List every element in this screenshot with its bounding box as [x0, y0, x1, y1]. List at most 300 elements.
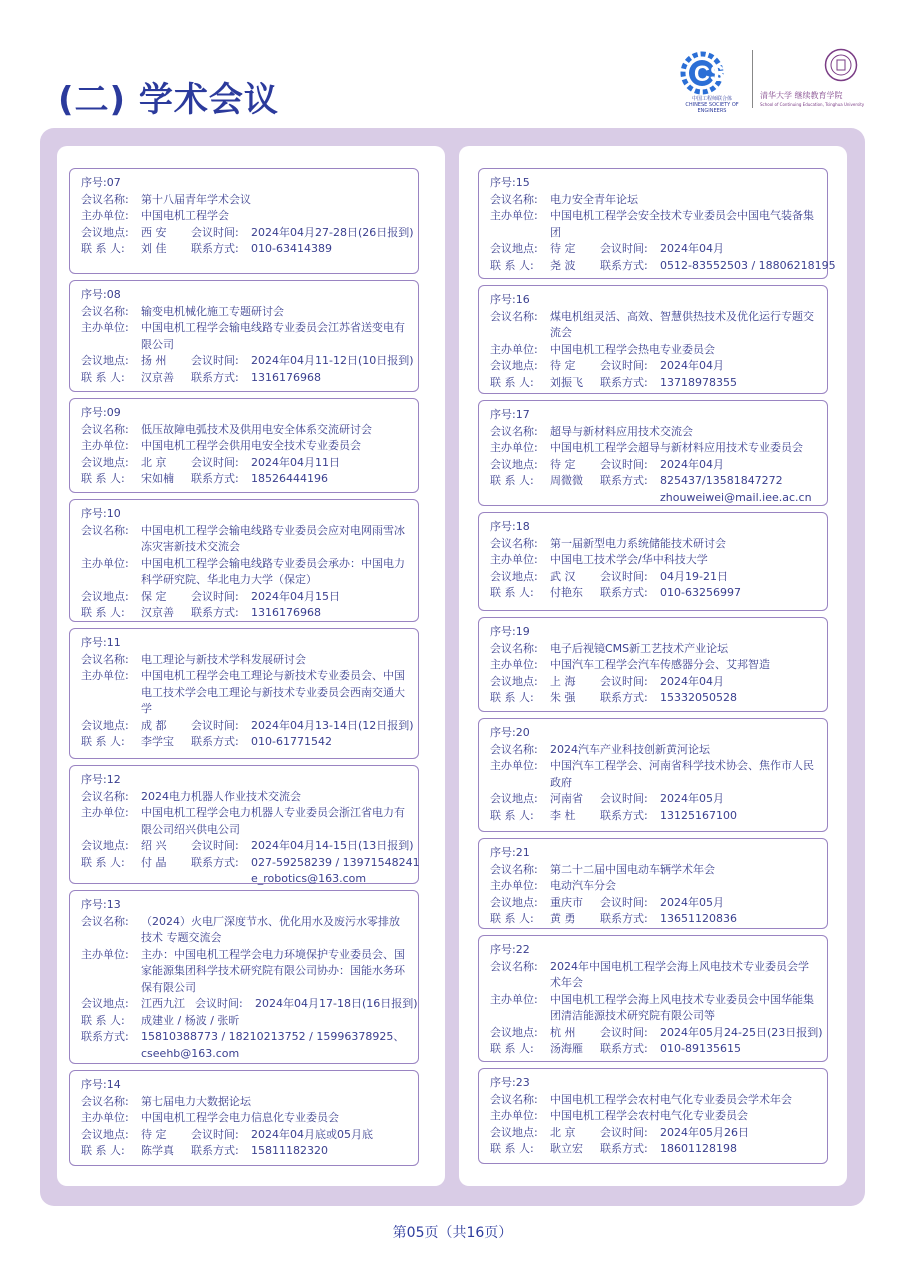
meeting-place: 待 定 — [141, 1127, 167, 1141]
seq-row — [81, 1077, 410, 1094]
meeting-name: 2024年中国电机工程学会海上风电技术专业委员会学术年会 — [550, 959, 809, 989]
place-label: 会议地点: — [490, 359, 538, 372]
meeting-host: 中国汽车工程学会、河南省科学技术协会、焦作市人民政府 — [550, 759, 814, 789]
seq-label: 序号: — [490, 846, 516, 859]
method-label: 联系方式: — [191, 735, 239, 748]
host-label: 主办单位: — [81, 556, 129, 570]
place-label: 会议地点: — [490, 674, 538, 688]
name-label: 会议名称: — [81, 304, 129, 318]
contact-row — [81, 855, 420, 872]
place-label: 会议地点: — [81, 718, 129, 732]
meeting-name: 第十八届青年学术会议 — [141, 192, 251, 206]
meeting-host: 中国电机工程学会输电线路专业委员会承办：中国电力科学研究院、华北电力大学（保定） — [141, 556, 405, 586]
time-pair — [600, 241, 819, 258]
host-label: 主办单位: — [81, 806, 129, 819]
contact-pair — [490, 585, 590, 602]
method-label: 联系方式: — [600, 1142, 648, 1155]
meeting-time: 2024年05月26日 — [660, 1125, 749, 1139]
name-label: 会议名称: — [490, 641, 538, 655]
place-time-row — [81, 838, 414, 855]
host-label: 主办单位: — [81, 1111, 129, 1124]
contact-pair — [490, 1041, 590, 1058]
meeting-contact: 朱 强 — [550, 691, 576, 704]
contact-pair — [81, 370, 181, 387]
meeting-method: 13651120836 — [660, 912, 737, 925]
meeting-card — [478, 1068, 828, 1164]
seq-row — [490, 942, 819, 959]
method-pair — [600, 911, 819, 928]
tsinghua-logo-text: 清华大学 继续教育学院 — [760, 91, 843, 100]
place-time-row — [81, 718, 414, 735]
seq-label: 序号: — [490, 943, 516, 956]
seq-row — [81, 287, 410, 304]
meeting-name: （2024）火电厂深度节水、优化用水及废污水零排放技术 专题交流会 — [141, 914, 400, 944]
seq-label: 序号: — [490, 625, 516, 638]
time-pair — [600, 895, 819, 912]
host-label: 主办单位: — [490, 209, 538, 222]
place-time-row — [81, 1127, 410, 1144]
method-pair — [191, 370, 410, 387]
meeting-method: 010-63414389 — [251, 242, 332, 255]
host-label: 主办单位: — [490, 658, 538, 671]
method-label: 联系方式: — [600, 912, 648, 925]
time-pair — [600, 1125, 819, 1142]
page-title: (二) 学术会议 — [58, 80, 279, 120]
place-time-row — [81, 225, 414, 242]
seq-label: 序号: — [81, 507, 107, 520]
name-label: 会议名称: — [81, 914, 129, 928]
meeting-card — [69, 398, 419, 493]
time-pair — [191, 838, 414, 855]
meeting-contact: 宋如楠 — [141, 472, 174, 485]
meeting-method: 13125167100 — [660, 808, 737, 822]
host-label: 主办单位: — [490, 441, 538, 454]
place-label: 会议地点: — [490, 1125, 538, 1139]
method-label: 联系方式: — [600, 1042, 648, 1055]
method-label: 联系方式: — [600, 586, 648, 599]
host-row — [490, 992, 819, 1025]
meeting-card — [69, 890, 419, 1064]
method-label: 联系方式: — [191, 855, 239, 869]
seq-label: 序号: — [81, 1078, 107, 1091]
host-row — [81, 947, 410, 997]
name-row — [490, 424, 819, 441]
time-pair — [600, 1025, 823, 1042]
place-time-row — [490, 895, 819, 912]
meeting-host: 中国电机工程学会电工理论与新技术专业委员会、中国电工技术学会电工理论与新技术专业委员会西南交通大学 — [141, 669, 405, 715]
place-label: 会议地点: — [490, 569, 538, 583]
seq-row — [81, 897, 410, 914]
name-label: 会议名称: — [490, 309, 538, 323]
meeting-host: 中国电机工程学会农村电气化专业委员会 — [550, 1109, 748, 1122]
method-pair — [191, 471, 410, 488]
host-row — [81, 1110, 410, 1127]
place-time-row — [81, 455, 410, 472]
time-label: 会议时间: — [600, 457, 648, 471]
contact-label: 联 系 人: — [81, 242, 125, 255]
meeting-place: 北 京 — [141, 455, 167, 469]
meeting-host: 中国电机工程学会超导与新材料应用技术专业委员会 — [550, 441, 803, 454]
time-pair — [600, 457, 819, 474]
name-row — [490, 536, 819, 553]
contact-pair — [81, 241, 181, 258]
meeting-card — [478, 285, 828, 394]
name-row — [490, 959, 819, 992]
name-label: 会议名称: — [81, 523, 129, 537]
contact-row — [490, 1141, 819, 1158]
contact-pair — [81, 605, 181, 622]
meeting-time: 2024年05月24-25日(23日报到) — [660, 1025, 823, 1039]
meeting-method: 13718978355 — [660, 375, 737, 389]
meeting-time: 2024年04月15日 — [251, 589, 340, 603]
meeting-host: 中国电机工程学会海上风电技术专业委员会中国华能集团清洁能源技术研究院有限公司等 — [550, 992, 814, 1022]
meeting-name: 电力安全青年论坛 — [550, 192, 638, 206]
host-label: 主办单位: — [81, 209, 129, 222]
meeting-method: 18526444196 — [251, 472, 328, 485]
name-label: 会议名称: — [81, 422, 129, 436]
meeting-card — [69, 280, 419, 392]
seq-row — [81, 635, 410, 652]
contact-label: 联 系 人: — [81, 606, 125, 619]
seq-label: 序号: — [490, 176, 516, 189]
host-label: 主办单位: — [490, 553, 538, 566]
meeting-place: 江西九江 — [141, 997, 185, 1010]
meeting-host: 中国电机工程学会供用电安全技术专业委员会 — [141, 439, 361, 452]
seq-row — [81, 772, 410, 789]
cse-logo-icon — [680, 50, 744, 96]
meeting-place: 保 定 — [141, 589, 167, 603]
contact-row — [81, 734, 410, 751]
host-label: 主办单位: — [490, 1109, 538, 1122]
name-row — [81, 789, 410, 806]
seq-label: 序号: — [81, 636, 107, 649]
place-time-row — [490, 457, 819, 474]
place-label: 会议地点: — [81, 1127, 129, 1141]
meeting-place: 武 汉 — [550, 569, 576, 583]
seq-value: 08 — [106, 288, 121, 301]
place-pair — [490, 457, 590, 474]
tsinghua-seal-icon — [824, 48, 858, 82]
meeting-method: 1316176968 — [251, 606, 321, 619]
place-time-row — [490, 1125, 819, 1142]
seq-row — [81, 405, 410, 422]
meeting-name: 电工理论与新技术学科发展研讨会 — [141, 652, 306, 666]
meeting-method: 027-59258239 / 13971548241 — [251, 855, 420, 869]
name-label: 会议名称: — [490, 424, 538, 438]
contact-label: 联 系 人: — [81, 1144, 125, 1157]
seq-value: 09 — [106, 406, 121, 419]
contact-label: 联 系 人: — [490, 912, 534, 925]
meeting-method: 1316176968 — [251, 370, 321, 384]
method-label: 联系方式: — [600, 375, 648, 389]
place-label: 会议地点: — [81, 839, 129, 852]
contact-pair — [81, 855, 181, 872]
contact-label: 联 系 人: — [81, 370, 125, 384]
name-row — [490, 862, 819, 879]
time-label: 会议时间: — [191, 1127, 239, 1141]
time-label: 会议时间: — [191, 455, 239, 469]
place-label: 会议地点: — [490, 1025, 538, 1039]
time-pair — [191, 353, 414, 370]
contact-row — [490, 258, 836, 275]
contact-pair — [81, 1143, 181, 1160]
host-row — [81, 556, 410, 589]
name-row — [490, 309, 819, 342]
meeting-method: 15811182320 — [251, 1144, 328, 1157]
meeting-place: 河南省 — [550, 792, 583, 805]
meeting-time: 2024年04月 — [660, 674, 724, 688]
meeting-host: 中国电机工程学会热电专业委员会 — [550, 342, 715, 356]
time-label: 会议时间: — [191, 589, 239, 603]
seq-row — [490, 1075, 819, 1092]
place-label: 会议地点: — [81, 997, 129, 1010]
meeting-contact: 黄 勇 — [550, 912, 576, 925]
time-label: 会议时间: — [191, 354, 239, 367]
contact-label: 联 系 人: — [490, 375, 534, 389]
meeting-host: 中国电机工程学会电力机器人专业委员会浙江省电力有限公司绍兴供电公司 — [141, 806, 405, 836]
meeting-time: 2024年04月11-12日(10日报到) — [251, 354, 414, 367]
contact-label: 联 系 人: — [490, 691, 534, 704]
host-row — [490, 657, 819, 674]
meeting-name: 第七届电力大数据论坛 — [141, 1094, 251, 1108]
time-pair — [191, 1127, 410, 1144]
time-pair — [600, 569, 819, 586]
contact-row — [490, 473, 819, 490]
host-row — [490, 878, 819, 895]
place-label: 会议地点: — [81, 354, 129, 367]
host-label: 主办单位: — [490, 879, 538, 892]
contact-label: 联 系 人: — [81, 1013, 125, 1027]
place-time-row — [81, 996, 418, 1013]
name-row — [490, 192, 819, 209]
meeting-time: 2024年04月 — [660, 457, 724, 471]
name-label: 会议名称: — [490, 862, 538, 876]
page-number: 第05页（共16页） — [392, 1225, 513, 1241]
host-label: 主办单位: — [490, 342, 538, 356]
name-row — [81, 523, 410, 556]
contact-label: 联 系 人: — [81, 855, 125, 869]
seq-row — [490, 845, 819, 862]
name-row — [81, 914, 410, 947]
meeting-contact: 刘 佳 — [141, 242, 167, 255]
meeting-host: 中国电机工程学会 — [141, 209, 229, 222]
seq-value: 18 — [515, 520, 530, 533]
seq-label: 序号: — [490, 408, 516, 421]
contact-row — [81, 241, 410, 258]
place-pair — [490, 674, 590, 691]
meeting-name: 第二十二届中国电动车辆学术年会 — [550, 862, 715, 876]
time-pair — [600, 791, 819, 808]
contact-pair — [490, 808, 590, 825]
time-label: 会议时间: — [191, 839, 239, 852]
method-label: 联系方式: — [600, 258, 648, 272]
meeting-method: 15810388773 / 18210213752 / 15996378925、cseehb@163.com — [141, 1030, 405, 1060]
host-row — [81, 208, 410, 225]
meeting-card — [478, 838, 828, 929]
meeting-email: zhouweiwei@mail.iee.ac.cn — [660, 490, 812, 504]
place-time-row — [490, 569, 819, 586]
meeting-time: 2024年04月14-15日(13日报到) — [251, 839, 414, 852]
seq-row — [490, 519, 819, 536]
name-label: 会议名称: — [81, 1094, 129, 1108]
seq-value: 20 — [515, 726, 530, 739]
place-pair — [81, 718, 181, 735]
seq-row — [490, 407, 819, 424]
meeting-email: e_robotics@163.com — [251, 872, 367, 885]
meeting-contact: 成建业 / 杨波 / 张昕 — [141, 1013, 240, 1027]
meeting-method: 0512-83552503 / 18806218195 — [660, 258, 836, 272]
meeting-place: 上 海 — [550, 674, 576, 688]
time-pair — [600, 674, 819, 691]
place-label: 会议地点: — [490, 242, 538, 255]
place-label: 会议地点: — [81, 589, 129, 603]
meeting-contact: 尧 波 — [550, 258, 576, 272]
place-time-row — [490, 674, 819, 691]
meeting-name: 输变电机械化施工专题研讨会 — [141, 304, 284, 318]
seq-value: 14 — [106, 1078, 121, 1091]
seq-row — [490, 175, 819, 192]
meeting-host: 中国电机工程学会电力信息化专业委员会 — [141, 1111, 339, 1124]
meeting-contact: 汉京善 — [141, 370, 174, 384]
meeting-place: 待 定 — [550, 457, 576, 471]
meeting-contact: 周微微 — [550, 474, 583, 487]
place-pair — [81, 838, 181, 855]
method-pair — [600, 375, 819, 392]
method-label: 联系方式: — [600, 691, 648, 704]
time-label: 会议时间: — [600, 1025, 648, 1039]
meeting-time: 2024年04月底或05月底 — [251, 1127, 373, 1141]
meeting-card — [478, 935, 828, 1062]
meeting-place: 重庆市 — [550, 895, 583, 909]
cse-mark: CSE — [694, 61, 740, 86]
method-pair — [600, 690, 819, 707]
meeting-time: 2024年04月 — [660, 359, 724, 372]
method-label: 联系方式: — [191, 606, 239, 619]
host-label: 主办单位: — [81, 947, 129, 961]
contact-label: 联 系 人: — [81, 735, 125, 748]
time-label: 会议时间: — [600, 895, 648, 909]
meeting-time: 2024年05月 — [660, 792, 724, 805]
host-row — [490, 342, 819, 359]
method-pair — [191, 241, 410, 258]
time-pair — [191, 589, 410, 606]
name-label: 会议名称: — [490, 742, 538, 756]
seq-value: 07 — [106, 176, 121, 189]
place-label: 会议地点: — [81, 225, 129, 239]
name-row — [81, 1094, 410, 1111]
place-pair — [490, 895, 590, 912]
meeting-method: 010-61771542 — [251, 735, 332, 748]
time-pair — [195, 996, 418, 1013]
method-pair — [600, 585, 819, 602]
meeting-place: 绍 兴 — [141, 839, 167, 852]
meeting-card — [478, 718, 828, 832]
meeting-time: 2024年05月 — [660, 895, 724, 909]
name-row — [81, 192, 410, 209]
meeting-contact: 陈学真 — [141, 1144, 174, 1157]
seq-label: 序号: — [490, 726, 516, 739]
seq-label: 序号: — [81, 288, 107, 301]
method-label: 联系方式: — [191, 242, 239, 255]
place-time-row — [490, 241, 819, 258]
host-label: 主办单位: — [81, 669, 129, 682]
method-pair — [600, 473, 819, 490]
contact-pair — [490, 258, 590, 275]
seq-value: 23 — [515, 1076, 530, 1089]
time-label: 会议时间: — [600, 359, 648, 372]
meeting-name: 第一届新型电力系统储能技术研讨会 — [550, 536, 726, 550]
seq-value: 13 — [106, 898, 121, 911]
name-label: 会议名称: — [81, 192, 129, 206]
contact-row — [490, 375, 819, 392]
seq-value: 17 — [515, 408, 530, 421]
host-row — [81, 668, 410, 718]
method-label: 联系方式: — [600, 474, 648, 487]
time-label: 会议时间: — [195, 997, 243, 1010]
place-pair — [81, 996, 185, 1013]
meeting-method: 010-63256997 — [660, 586, 741, 599]
contact-pair — [490, 690, 590, 707]
time-label: 会议时间: — [191, 225, 239, 239]
contact-row — [490, 585, 819, 602]
seq-value: 16 — [515, 293, 530, 306]
place-time-row — [490, 1025, 823, 1042]
contact-pair — [490, 1141, 590, 1158]
meeting-method: 825437/13581847272 — [660, 474, 783, 487]
method-label: 联系方式: — [191, 1144, 239, 1157]
method2-row — [490, 490, 819, 507]
header-logos — [676, 46, 876, 112]
meeting-time: 2024年04月27-28日(26日报到) — [251, 225, 414, 239]
place-pair — [490, 241, 590, 258]
method-row — [81, 1029, 410, 1062]
method-pair — [191, 1143, 410, 1160]
name-row — [81, 652, 410, 669]
contact-pair — [490, 375, 590, 392]
place-time-row — [490, 358, 819, 375]
meeting-host: 中国汽车工程学会汽车传感器分会、艾邦智造 — [550, 658, 770, 671]
method2-spacer — [490, 490, 660, 507]
logo-divider — [752, 50, 753, 108]
name-label: 会议名称: — [490, 536, 538, 550]
contact-row — [490, 1041, 819, 1058]
contact-label: 联 系 人: — [490, 258, 534, 272]
meeting-card — [69, 1070, 419, 1166]
host-row — [490, 208, 819, 241]
contact-label: 联 系 人: — [81, 472, 125, 485]
place-time-row — [81, 589, 410, 606]
meeting-contact: 李学宝 — [141, 735, 174, 748]
time-pair — [191, 718, 414, 735]
host-row — [490, 1108, 819, 1125]
place-label: 会议地点: — [81, 455, 129, 469]
name-row — [490, 742, 819, 759]
meeting-host: 中国电机工程学会输电线路专业委员会江苏省送变电有限公司 — [141, 321, 405, 351]
contact-row — [81, 1143, 410, 1160]
meeting-name: 超导与新材料应用技术交流会 — [550, 424, 693, 438]
seq-row — [490, 292, 819, 309]
host-row — [490, 552, 819, 569]
contact-label: 联 系 人: — [490, 586, 534, 599]
meeting-time: 04月19-21日 — [660, 569, 728, 583]
name-label: 会议名称: — [490, 1092, 538, 1106]
meeting-card — [69, 168, 419, 274]
seq-row — [490, 624, 819, 641]
method2-row — [81, 871, 410, 888]
time-label: 会议时间: — [600, 674, 648, 688]
method-pair — [600, 1141, 819, 1158]
contact-row — [490, 690, 819, 707]
